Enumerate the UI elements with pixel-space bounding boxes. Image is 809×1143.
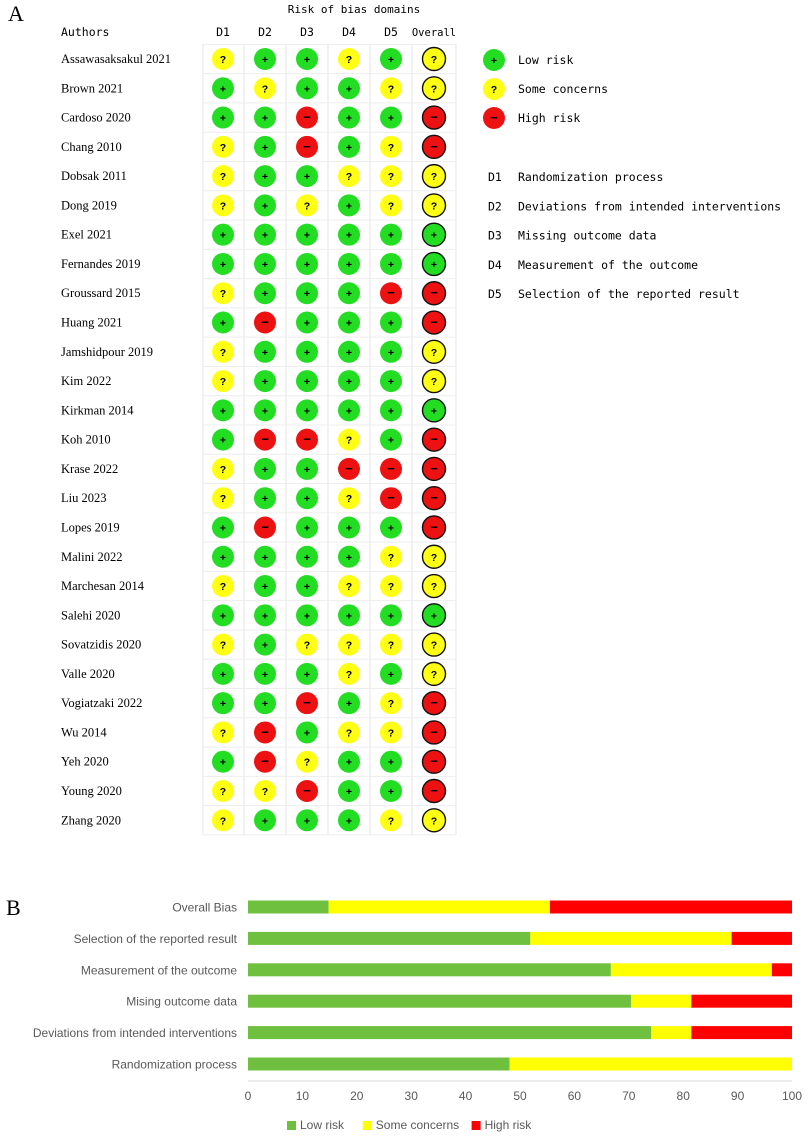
rating-symbol: + (261, 551, 269, 564)
rating-symbol: + (303, 463, 311, 476)
category-label: Deviations from intended interventions (32, 1026, 237, 1041)
rating-symbol: − (387, 460, 395, 476)
domain-key-label: Selection of the reported result (518, 287, 740, 302)
rating-symbol: ? (430, 639, 438, 652)
authors-header: Authors (61, 25, 110, 39)
rating-symbol: ? (345, 668, 353, 681)
domain-key (488, 170, 781, 301)
rating-symbol: ? (387, 815, 395, 828)
domain-key-label: Deviations from intended interventions (518, 199, 782, 214)
legend-label: High risk (518, 111, 581, 125)
author-label: Huang 2021 (61, 315, 123, 330)
legend-symbol: + (490, 55, 498, 67)
rating-symbol: ? (387, 727, 395, 740)
rating-symbol: + (303, 405, 311, 418)
legend-label: Some concerns (518, 82, 609, 96)
rating-symbol: + (387, 112, 395, 125)
rating-symbol: + (219, 229, 227, 242)
legend-swatch (472, 1121, 481, 1130)
rating-symbol: ? (219, 581, 227, 594)
bar-segment (329, 901, 550, 914)
rating-symbol: ? (345, 434, 353, 447)
rating-symbol: + (387, 405, 395, 418)
bar-segment (248, 995, 631, 1008)
rating-symbol: ? (219, 171, 227, 184)
rating-symbol: − (430, 490, 438, 506)
legend-label: High risk (484, 1118, 532, 1132)
rating-symbol: + (219, 317, 227, 330)
legend-swatch (363, 1121, 372, 1130)
rating-symbol: + (261, 54, 269, 66)
author-label: Cardoso 2020 (61, 110, 131, 125)
author-label: Krase 2022 (61, 461, 119, 476)
rating-symbol: + (219, 551, 227, 564)
x-tick-label: 10 (295, 1089, 310, 1103)
category-label: Overall Bias (172, 900, 237, 915)
rating-symbol: + (219, 698, 227, 711)
rating-symbol: ? (219, 346, 227, 359)
rating-symbol: ? (219, 141, 227, 154)
rating-symbol: − (430, 724, 438, 740)
rating-symbol: + (303, 171, 311, 184)
rating-symbol: ? (303, 639, 311, 652)
rating-symbol: + (345, 229, 353, 242)
rating-symbol: ? (430, 83, 438, 96)
rating-symbol: + (345, 288, 353, 301)
rating-symbol: ? (261, 786, 269, 798)
rating-symbol: + (303, 317, 311, 330)
rating-symbol: + (303, 54, 311, 66)
category-label: Randomization process (111, 1057, 237, 1072)
rating-symbol: + (303, 581, 311, 594)
rating-symbol: − (261, 724, 269, 740)
rating-symbol: + (303, 668, 311, 681)
rating-symbol: + (303, 288, 311, 301)
rating-symbol: + (345, 83, 353, 96)
author-label: Assawasaksakul 2021 (61, 52, 172, 66)
rating-symbol: − (430, 109, 438, 125)
rating-symbol: ? (430, 668, 438, 681)
rating-symbol: + (430, 258, 438, 271)
author-label: Groussard 2015 (61, 286, 141, 301)
rating-symbol: + (345, 551, 353, 564)
bar-segment (248, 901, 329, 914)
rating-symbol: + (261, 141, 269, 154)
rating-symbol: + (303, 376, 311, 389)
rating-symbol: + (387, 522, 395, 535)
rating-symbol: − (387, 490, 395, 506)
rating-symbol: + (303, 610, 311, 623)
legend-swatch (287, 1121, 296, 1130)
rating-symbol: ? (387, 581, 395, 594)
rating-symbol: ? (430, 581, 438, 594)
domain-key-code: D1 (488, 170, 502, 184)
author-label: Zhang 2020 (61, 813, 122, 828)
author-label: Yeh 2020 (61, 754, 109, 769)
rating-symbol: + (261, 463, 269, 476)
rob-summary-bar-chart (33, 901, 802, 1133)
legend-label: Low risk (300, 1118, 345, 1132)
author-label: Exel 2021 (61, 227, 113, 242)
rating-symbol: + (345, 698, 353, 711)
bar-segment (732, 932, 792, 945)
bar-segment (510, 1058, 792, 1071)
legend-symbol: − (490, 110, 498, 125)
rating-symbol: − (430, 460, 438, 476)
rating-symbol: ? (219, 463, 227, 476)
rating-symbol: + (387, 346, 395, 359)
domain-key-code: D5 (488, 287, 502, 302)
rating-symbol: ? (303, 200, 311, 213)
author-label: Dong 2019 (61, 198, 117, 213)
rating-symbol: − (303, 783, 311, 798)
author-label: Malini 2022 (61, 549, 123, 564)
rating-symbol: ? (430, 54, 438, 66)
rating-symbol: + (387, 229, 395, 242)
rating-symbol: + (219, 83, 227, 96)
domain-key-code: D3 (488, 228, 502, 243)
category-label: Mising outcome data (126, 994, 237, 1009)
rating-symbol: + (345, 405, 353, 418)
rating-symbol: + (303, 83, 311, 96)
rating-symbol: ? (387, 551, 395, 564)
rating-symbol: ? (219, 727, 227, 740)
rating-symbol: ? (387, 639, 395, 652)
rating-symbol: ? (219, 288, 227, 301)
bar-segment (631, 995, 691, 1008)
rating-symbol: − (261, 314, 269, 330)
rating-symbol: ? (345, 493, 353, 506)
rating-symbol: − (261, 519, 269, 535)
rating-symbol: ? (219, 786, 227, 798)
rating-symbol: + (219, 112, 227, 125)
rating-symbol: ? (345, 639, 353, 652)
rating-symbol: + (261, 698, 269, 711)
domain-header: D5 (384, 25, 398, 39)
rating-symbol: + (261, 171, 269, 184)
rating-symbol: + (303, 493, 311, 506)
rating-symbol: ? (261, 83, 269, 96)
bar-segment (691, 1026, 792, 1039)
rating-symbol: + (345, 786, 353, 798)
rating-symbol: + (345, 610, 353, 623)
panel-a-label: A (8, 1, 24, 26)
bar-segment (772, 963, 792, 976)
rating-symbol: ? (345, 727, 353, 740)
rating-symbol: + (261, 346, 269, 359)
author-label: Brown 2021 (61, 81, 124, 96)
domain-header: D3 (300, 25, 314, 39)
rating-symbol: ? (387, 141, 395, 154)
rating-symbol: + (345, 141, 353, 154)
author-label: Liu 2023 (61, 491, 107, 506)
rating-symbol: + (261, 229, 269, 242)
rating-symbol: + (387, 54, 395, 66)
rating-symbol: + (261, 376, 269, 389)
rating-symbol: ? (219, 200, 227, 213)
rating-symbol: + (219, 434, 227, 447)
rating-symbol: ? (345, 171, 353, 184)
rating-symbol: − (430, 783, 438, 798)
rating-symbol: − (303, 109, 311, 125)
author-label: Kim 2022 (61, 374, 112, 389)
rating-symbol: ? (430, 815, 438, 828)
bar-segment (550, 901, 792, 914)
rating-symbol: + (219, 668, 227, 681)
rating-symbol: + (261, 258, 269, 271)
x-tick-label: 100 (781, 1089, 803, 1103)
author-label: Jamshidpour 2019 (61, 344, 154, 359)
x-tick-label: 90 (730, 1089, 745, 1103)
rating-symbol: + (219, 610, 227, 623)
x-tick-label: 70 (622, 1089, 636, 1103)
author-label: Dobsak 2011 (61, 169, 127, 184)
rating-symbol: + (303, 551, 311, 564)
bar-segment (691, 995, 792, 1008)
author-label: Chang 2010 (61, 139, 122, 154)
rating-symbol: + (345, 112, 353, 125)
bar-segment (248, 1058, 510, 1071)
rating-symbol: + (345, 815, 353, 828)
rating-symbol: ? (303, 756, 311, 769)
rating-symbol: − (387, 285, 395, 301)
domain-header: Overall (411, 27, 457, 39)
rating-symbol: + (261, 639, 269, 652)
rating-symbol: + (219, 522, 227, 535)
rating-symbol: + (387, 376, 395, 389)
domain-header: D4 (342, 25, 356, 39)
x-tick-label: 20 (350, 1089, 364, 1103)
rating-symbol: + (387, 610, 395, 623)
rating-symbol: + (387, 434, 395, 447)
rating-symbol: ? (219, 54, 227, 66)
author-label: Vogiatzaki 2022 (61, 696, 143, 711)
bar-segment (611, 963, 772, 976)
domain-header: D1 (216, 25, 230, 39)
rating-symbol: ? (430, 551, 438, 564)
rating-symbol: − (303, 431, 311, 447)
rating-symbol: + (219, 405, 227, 418)
rating-symbol: ? (387, 698, 395, 711)
rating-symbol: + (345, 756, 353, 769)
rating-symbol: + (261, 610, 269, 623)
rating-symbol: + (387, 668, 395, 681)
rating-symbol: − (345, 460, 353, 476)
domain-key-label: Measurement of the outcome (518, 257, 699, 272)
rating-symbol: + (261, 112, 269, 125)
author-label: Valle 2020 (61, 666, 115, 681)
bar-segment (530, 932, 731, 945)
rating-symbol: − (430, 314, 438, 330)
author-label: Sovatzidis 2020 (61, 637, 142, 652)
rating-symbol: + (303, 522, 311, 535)
bar-segment (248, 932, 530, 945)
author-label: Wu 2014 (61, 725, 107, 740)
rating-symbol: − (430, 285, 438, 301)
x-tick-label: 40 (458, 1089, 473, 1103)
rating-symbol: ? (219, 639, 227, 652)
author-label: Kirkman 2014 (61, 403, 134, 418)
rob-title: Risk of bias domains (287, 3, 421, 16)
rating-symbol: + (387, 786, 395, 798)
rating-symbol: + (303, 346, 311, 359)
rating-symbol: + (303, 229, 311, 242)
author-label: Young 2020 (61, 784, 122, 798)
rob-legend (483, 49, 608, 129)
domain-header: D2 (258, 25, 272, 39)
legend-symbol: ? (490, 84, 498, 96)
rating-symbol: + (345, 376, 353, 389)
domain-key-code: D2 (488, 199, 502, 214)
rating-symbol: + (430, 610, 438, 623)
x-tick-label: 80 (676, 1089, 690, 1103)
rating-symbol: + (219, 258, 227, 271)
bar-segment (248, 1026, 651, 1039)
x-tick-label: 0 (244, 1089, 252, 1103)
panel-b-label: B (6, 895, 21, 920)
domain-key-label: Randomization process (518, 170, 664, 184)
rating-symbol: ? (430, 200, 438, 213)
rating-symbol: − (430, 753, 438, 769)
author-label: Fernandes 2019 (61, 256, 141, 271)
rating-symbol: ? (430, 171, 438, 184)
x-tick-label: 50 (513, 1089, 527, 1103)
rating-symbol: ? (219, 493, 227, 506)
rating-symbol: + (345, 522, 353, 535)
rating-symbol: − (303, 138, 311, 154)
rating-symbol: + (345, 346, 353, 359)
rating-symbol: + (345, 317, 353, 330)
rating-symbol: + (387, 258, 395, 271)
rating-symbol: + (345, 200, 353, 213)
author-label: Koh 2010 (61, 432, 111, 447)
rating-symbol: − (430, 138, 438, 154)
rating-symbol: + (261, 815, 269, 828)
rating-symbol: ? (219, 815, 227, 828)
rating-symbol: + (261, 288, 269, 301)
rob-traffic-light-table (61, 25, 456, 835)
rating-symbol: − (430, 519, 438, 535)
category-label: Selection of the reported result (73, 931, 237, 946)
rating-symbol: + (261, 581, 269, 594)
rating-symbol: + (261, 493, 269, 506)
rating-symbol: − (303, 695, 311, 711)
rating-symbol: + (261, 405, 269, 418)
rating-symbol: ? (387, 171, 395, 184)
bar-segment (651, 1026, 691, 1039)
rating-symbol: + (261, 200, 269, 213)
author-label: Marchesan 2014 (61, 579, 144, 594)
x-tick-label: 30 (404, 1089, 418, 1103)
rating-symbol: + (430, 229, 438, 242)
rating-symbol: + (303, 815, 311, 828)
category-label: Measurement of the outcome (80, 963, 237, 978)
rating-symbol: ? (387, 200, 395, 213)
rating-symbol: + (261, 668, 269, 681)
rating-symbol: + (303, 258, 311, 271)
rating-symbol: ? (430, 346, 438, 359)
rating-symbol: + (219, 756, 227, 769)
rating-symbol: ? (430, 376, 438, 389)
rating-symbol: − (430, 431, 438, 447)
rating-symbol: − (261, 431, 269, 447)
rating-symbol: + (430, 405, 438, 418)
x-tick-label: 60 (567, 1089, 582, 1103)
author-label: Salehi 2020 (61, 608, 121, 623)
legend-label: Low risk (518, 53, 574, 67)
rating-symbol: − (430, 695, 438, 711)
rating-symbol: − (261, 753, 269, 769)
domain-key-label: Missing outcome data (518, 228, 657, 243)
rating-symbol: + (387, 756, 395, 769)
bar-segment (248, 963, 611, 976)
rating-symbol: + (303, 727, 311, 740)
domain-key-code: D4 (488, 257, 502, 272)
rating-symbol: ? (345, 54, 353, 66)
rating-symbol: ? (345, 581, 353, 594)
rating-symbol: + (387, 317, 395, 330)
rating-symbol: + (345, 258, 353, 271)
rating-symbol: ? (387, 83, 395, 96)
author-label: Lopes 2019 (61, 520, 120, 535)
legend-label: Some concerns (375, 1118, 460, 1132)
rating-symbol: ? (219, 376, 227, 389)
